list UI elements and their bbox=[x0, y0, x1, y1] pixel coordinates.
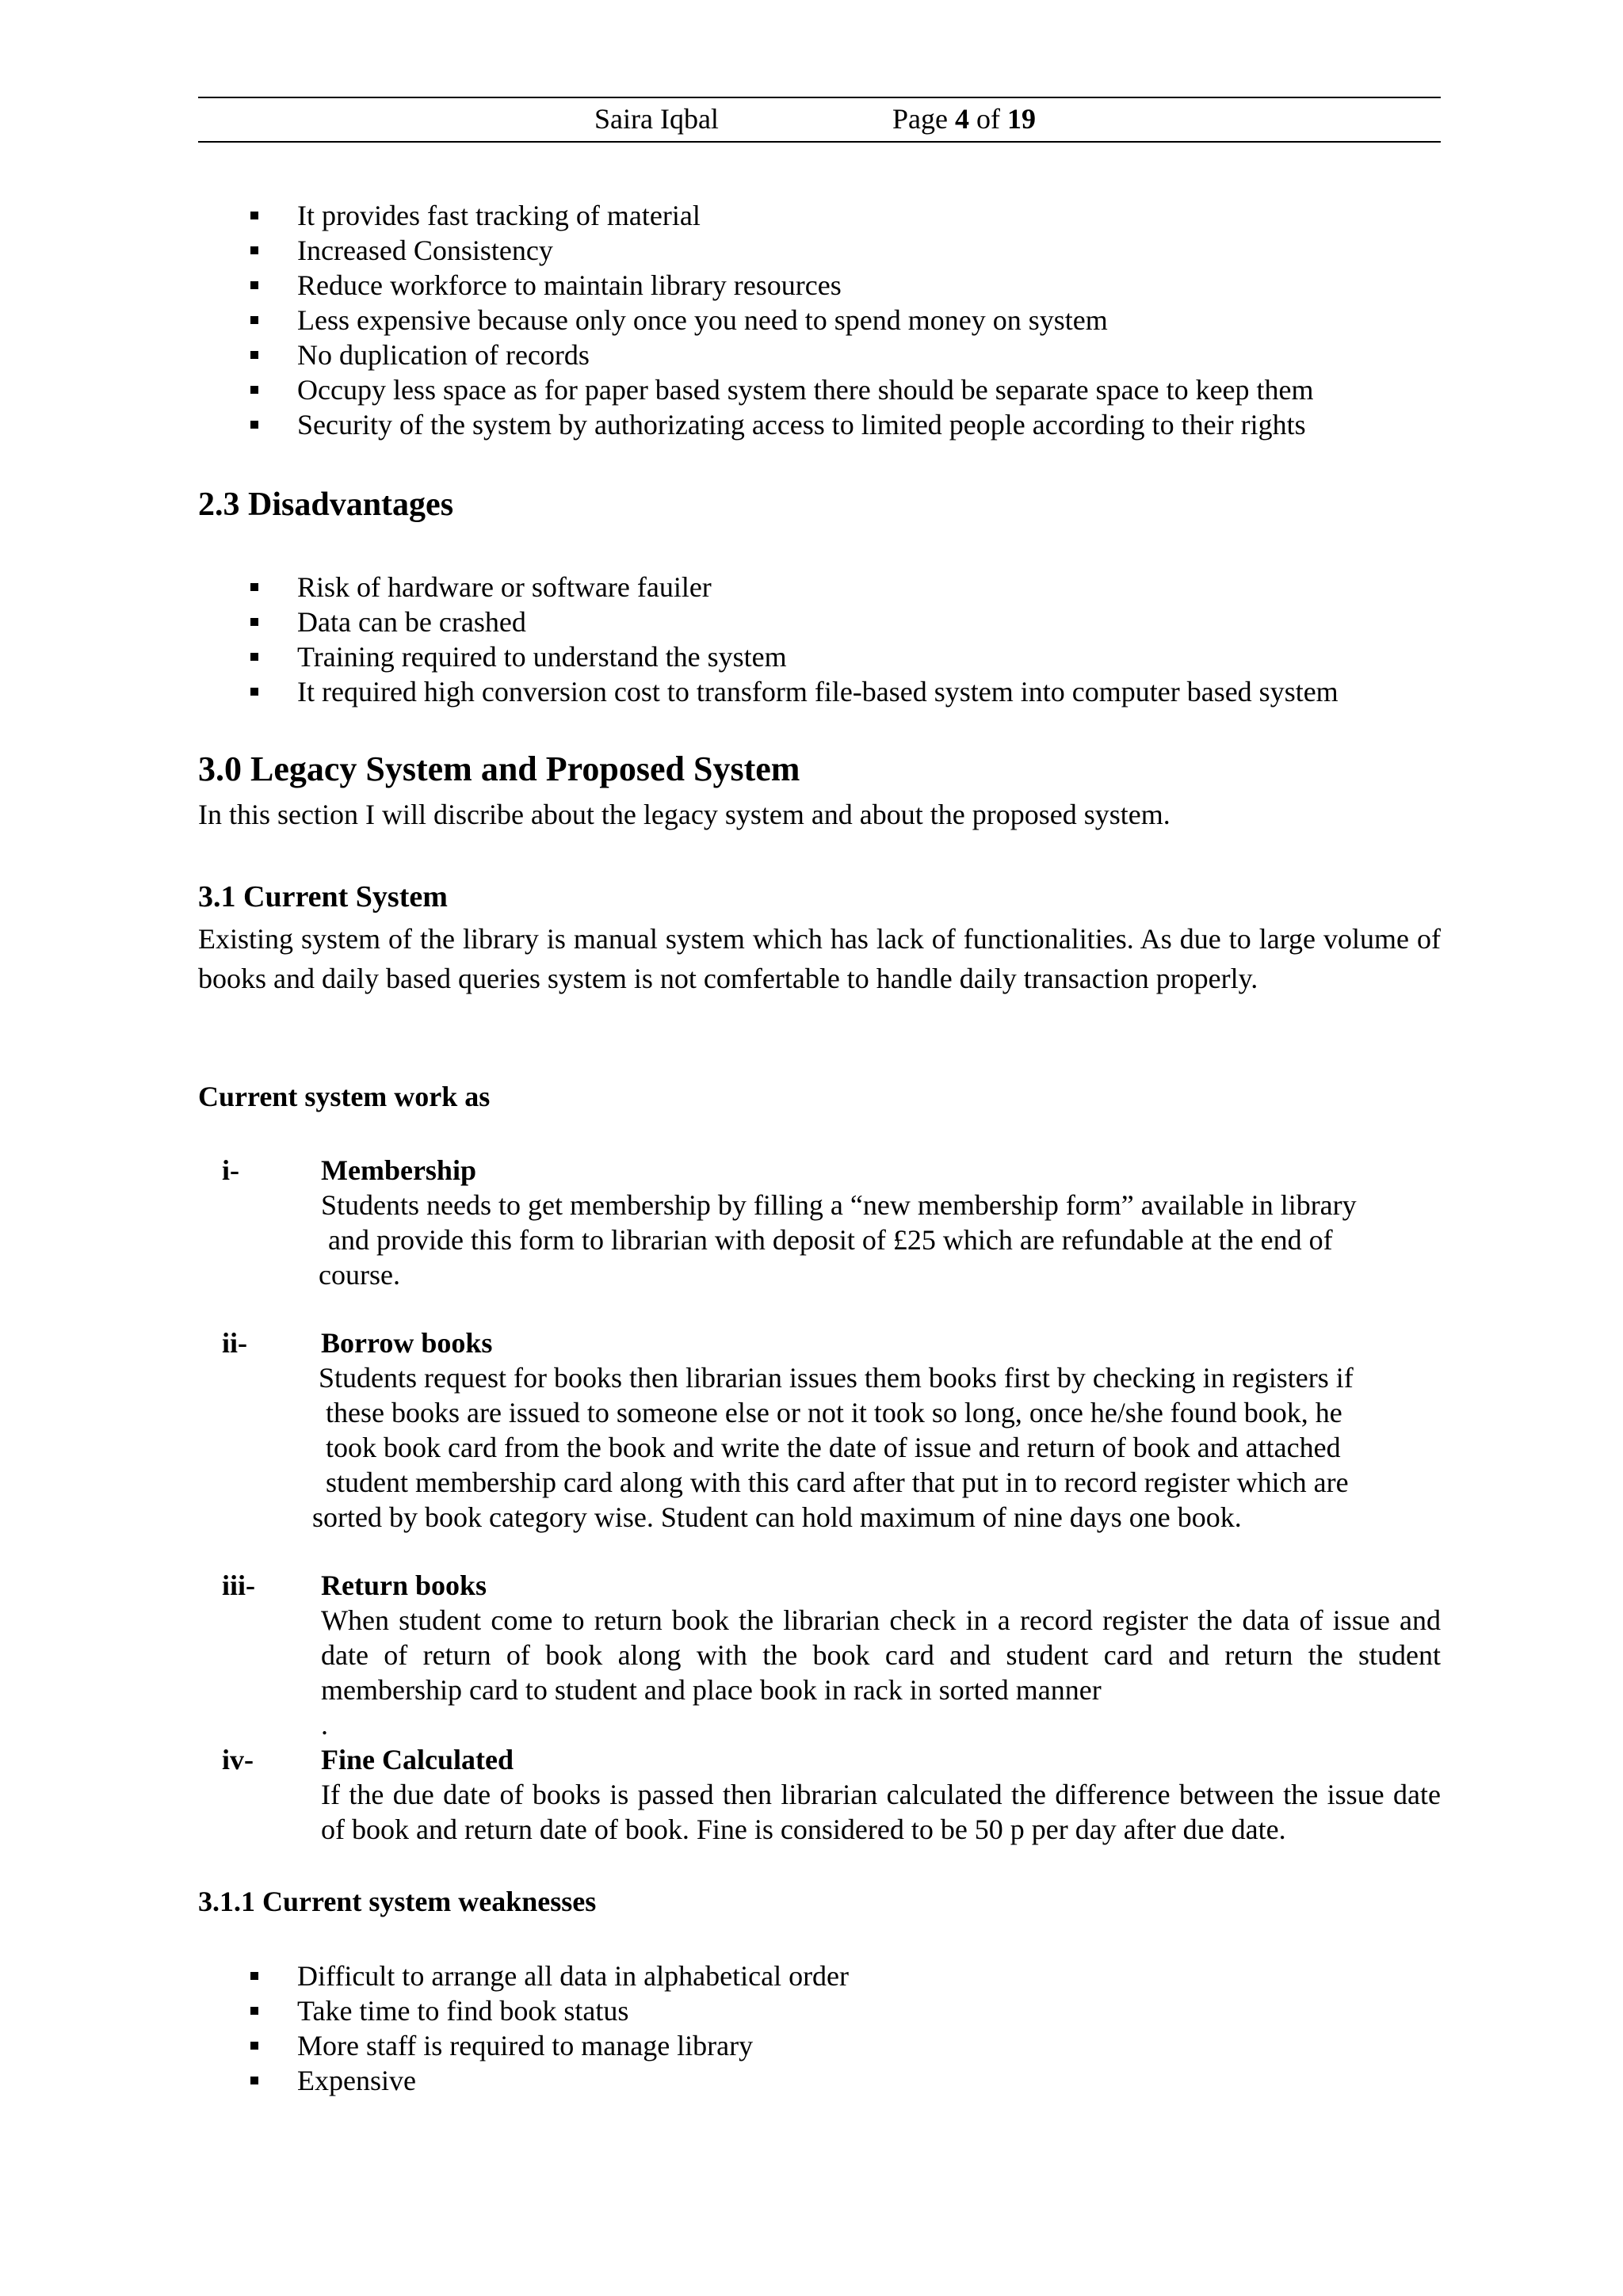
item-number: i- bbox=[222, 1154, 239, 1186]
current-system-paragraph: Existing system of the library is manual system which has lack of functionalities. As due to large volume of books and daily based queries system is not comfertable to handle daily transaction properly. bbox=[198, 923, 1441, 994]
list-item: It provides fast tracking of material bbox=[198, 198, 1314, 233]
item-body-borrow-books: Students request for books then librarian issues them books first by checking in registers if these books are issued to someone else or not it took so long, once he/she found book, he took book card from the book and write the date of issue and return of book and attached student membership card along with this card after that put in to record register which are sorted by book category wise. Student can hold maximum of nine days one book. bbox=[312, 1362, 1354, 1533]
item-title-fine-calculated: Fine Calculated bbox=[321, 1744, 514, 1775]
list-item: No duplication of records bbox=[198, 338, 1314, 372]
item-title-return-books: Return books bbox=[321, 1569, 487, 1601]
weaknesses-list bbox=[198, 1958, 849, 2098]
list-item: Training required to understand the system bbox=[198, 639, 1338, 674]
list-item: It required high conversion cost to transform file-based system into computer based system bbox=[198, 674, 1338, 709]
item-body-membership: Students needs to get membership by filling a “new membership form” available in library and provide this form to librarian with deposit of £25 which are refundable at the end of course. bbox=[319, 1189, 1357, 1291]
list-item: Expensive bbox=[198, 2063, 849, 2098]
item-number: iii- bbox=[222, 1569, 255, 1601]
header-author: Saira Iqbal bbox=[594, 103, 719, 135]
page-header bbox=[198, 97, 1441, 143]
advantages-list bbox=[198, 198, 1314, 442]
disadvantages-list bbox=[198, 570, 1338, 709]
item-title-membership: Membership bbox=[321, 1154, 476, 1186]
list-item: Reduce workforce to maintain library resources bbox=[198, 268, 1314, 303]
item-number: iv- bbox=[222, 1744, 254, 1775]
list-item: Difficult to arrange all data in alphabetical order bbox=[198, 1958, 849, 1993]
list-item: Less expensive because only once you need to spend money on system bbox=[198, 303, 1314, 338]
item-title-borrow-books: Borrow books bbox=[321, 1327, 493, 1359]
list-item: Risk of hardware or software fauiler bbox=[198, 570, 1338, 605]
list-item: Occupy less space as for paper based system there should be separate space to keep them bbox=[198, 372, 1314, 407]
heading-disadvantages: 2.3 Disadvantages bbox=[198, 486, 454, 523]
list-item: Take time to find book status bbox=[198, 1993, 849, 2028]
list-item: More staff is required to manage library bbox=[198, 2028, 849, 2063]
heading-legacy-system: 3.0 Legacy System and Proposed System bbox=[198, 749, 800, 788]
heading-weaknesses: 3.1.1 Current system weaknesses bbox=[198, 1886, 597, 1917]
list-item: Security of the system by authorizating access to limited people according to their rights bbox=[198, 407, 1314, 442]
header-page-number: Page 4 of 19 bbox=[892, 103, 1036, 135]
heading-current-system: 3.1 Current System bbox=[198, 880, 448, 913]
section3-intro: In this section I will discribe about the legacy system and about the proposed system. bbox=[198, 799, 1170, 830]
item-number: ii- bbox=[222, 1327, 247, 1359]
item-body-fine-calculated: If the due date of books is passed then librarian calculated the difference between the issue date of book and return date of book. Fine is considered to be 50 p per day after due date. bbox=[321, 1779, 1441, 1845]
item-body-trailing-dot: . bbox=[321, 1709, 328, 1741]
item-body-return-books: When student come to return book the librarian check in a record register the data of issue and date of return of book along with the book card and student card and return the student membership card to student and place book in rack in sorted manner bbox=[321, 1604, 1441, 1706]
list-item: Increased Consistency bbox=[198, 233, 1314, 268]
list-item: Data can be crashed bbox=[198, 605, 1338, 639]
current-system-work-as: Current system work as bbox=[198, 1081, 491, 1112]
